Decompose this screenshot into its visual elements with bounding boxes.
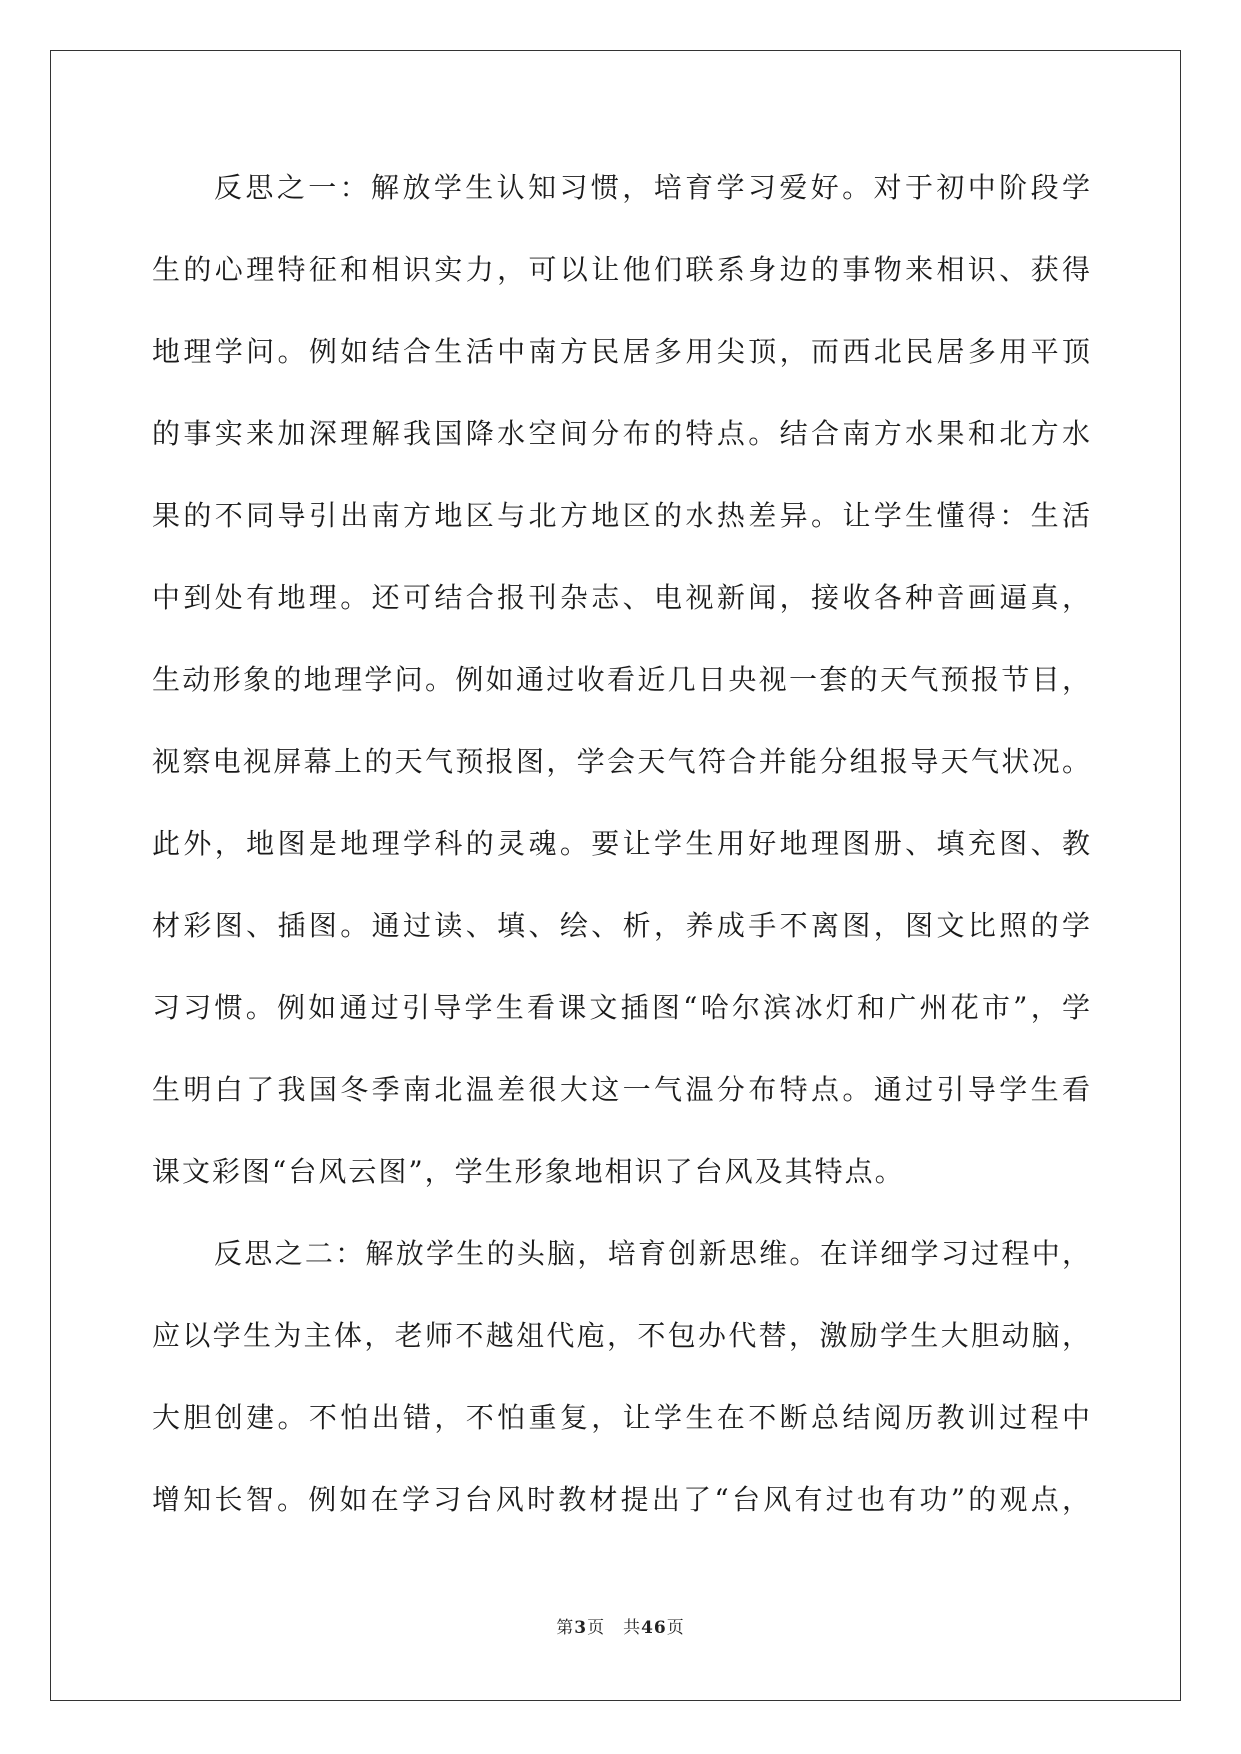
page-suffix: 页 [587, 1618, 606, 1638]
paragraph-line: 反思之一：解放学生认知习惯，培育学习爱好。对于初中阶段学 [214, 171, 1092, 204]
paragraph-line: 反思之二：解放学生的头脑，培育创新思维。在详细学习过程中， [214, 1237, 1092, 1270]
paragraph-line: 此外，地图是地理学科的灵魂。要让学生用好地理图册、填充图、教 [152, 827, 1092, 860]
paragraph-line: 的事实来加深理解我国降水空间分布的特点。结合南方水果和北方水 [152, 417, 1092, 450]
page-footer [0, 1613, 1241, 1638]
paragraph-line: 大胆创建。不怕出错，不怕重复，让学生在不断总结阅历教训过程中 [152, 1401, 1092, 1434]
total-pages: 46 [641, 1618, 667, 1638]
paragraph-line: 习习惯。例如通过引导学生看课文插图“哈尔滨冰灯和广州花市”，学 [152, 991, 1092, 1024]
paragraph-line: 应以学生为主体，老师不越俎代庖，不包办代替，激励学生大胆动脑， [152, 1319, 1092, 1352]
paragraph-line: 课文彩图“台风云图”，学生形象地相识了台风及其特点。 [152, 1155, 905, 1188]
paragraph-line: 中到处有地理。还可结合报刊杂志、电视新闻，接收各种音画逼真， [152, 581, 1092, 614]
paragraph-line: 视察电视屏幕上的天气预报图，学会天气符合并能分组报导天气状况。 [152, 745, 1092, 778]
paragraph-line: 生的心理特征和相识实力，可以让他们联系身边的事物来相识、获得 [152, 253, 1092, 286]
paragraph-line: 材彩图、插图。通过读、填、绘、析，养成手不离图，图文比照的学 [152, 909, 1092, 942]
page-number: 3 [574, 1618, 588, 1638]
page-prefix: 第 [556, 1618, 575, 1638]
paragraph-line: 地理学问。例如结合生活中南方民居多用尖顶，而西北民居多用平顶 [152, 335, 1092, 368]
document-body [152, 158, 1092, 1552]
total-suffix: 页 [666, 1618, 685, 1638]
paragraph-line: 增知长智。例如在学习台风时教材提出了“台风有过也有功”的观点， [152, 1483, 1092, 1516]
total-prefix: 共 [623, 1618, 642, 1638]
paragraph-line: 果的不同导引出南方地区与北方地区的水热差异。让学生懂得：生活 [152, 499, 1092, 532]
paragraph-line: 生明白了我国冬季南北温差很大这一气温分布特点。通过引导学生看 [152, 1073, 1092, 1106]
paragraph-line: 生动形象的地理学问。例如通过收看近几日央视一套的天气预报节目， [152, 663, 1092, 696]
